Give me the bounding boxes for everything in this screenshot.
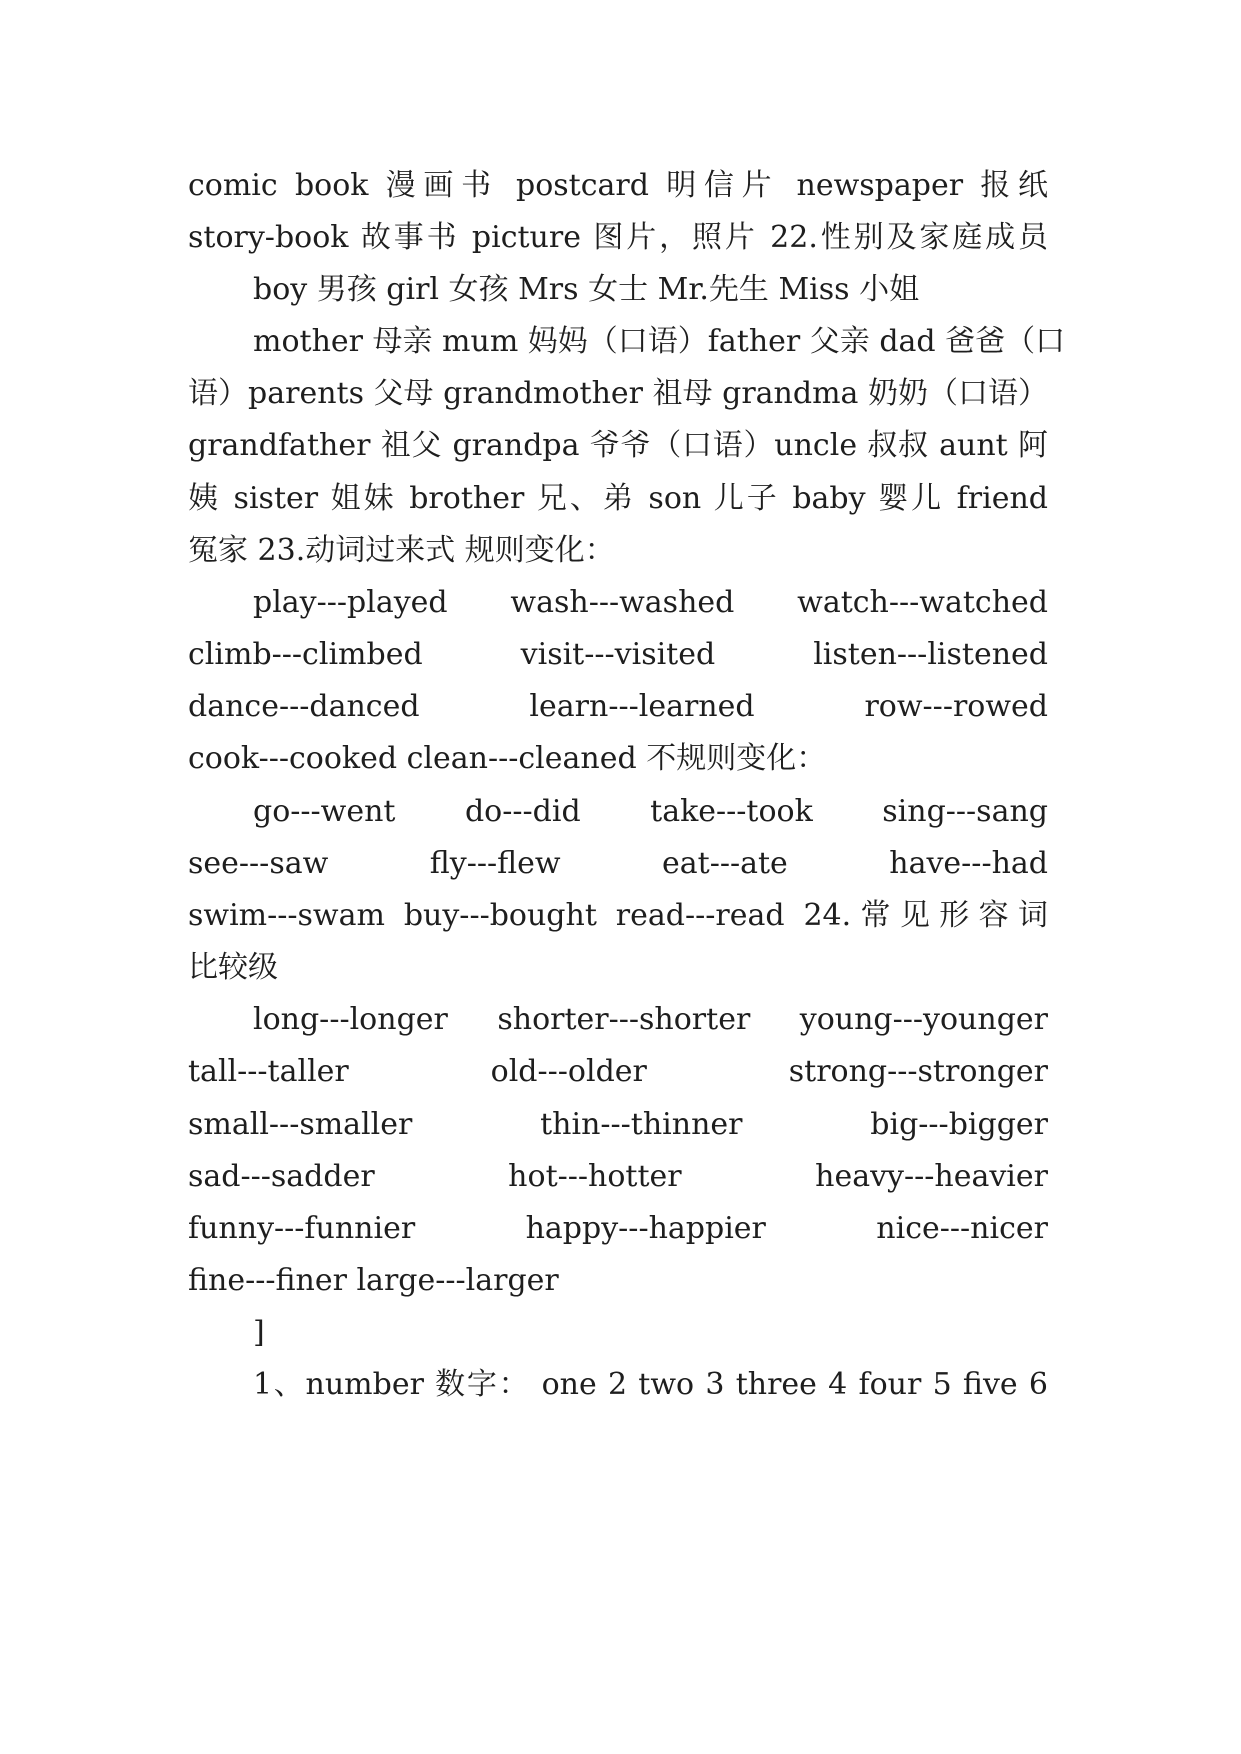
text-line-16: 比较级	[188, 950, 278, 985]
text-line-7: 姨 sister 姐妹 brother 兄、弟 son 儿子 baby 婴儿 friend	[188, 481, 1048, 516]
text-line-4: mother 母亲 mum 妈妈（口语）father 父亲 dad 爸爸（口	[253, 324, 1066, 359]
text-line-14: see---saw fly---flew eat---ate have---had	[188, 846, 1048, 881]
text-line-22: fine---finer large---larger	[188, 1263, 559, 1298]
text-line-23: ]	[253, 1315, 265, 1350]
text-line-20: sad---sadder hot---hotter heavy---heavier	[188, 1159, 1048, 1194]
text-line-12: cook---cooked clean---cleaned 不规则变化：	[188, 741, 827, 776]
text-line-17: long---longer shorter---shorter young---younger	[253, 1002, 1048, 1037]
text-line-19: small---smaller thin---thinner big---bigger	[188, 1107, 1048, 1142]
text-line-15: swim---swam buy---bought read---read 24.常见形容词	[188, 898, 1048, 933]
text-line-5: 语）parents 父母 grandmother 祖母 grandma 奶奶（口语）	[188, 376, 1048, 411]
text-line-9: play---played wash---washed watch---watched	[253, 585, 1048, 620]
text-line-8: 冤家 23.动词过来式 规则变化：	[188, 533, 615, 568]
text-line-3: boy 男孩 girl 女孩 Mrs 女士 Mr.先生 Miss 小姐	[253, 272, 920, 307]
text-line-2: story-book 故事书 picture 图片，照片 22.性别及家庭成员	[188, 220, 1048, 255]
text-line-10: climb---climbed visit---visited listen---listened	[188, 637, 1048, 672]
text-line-18: tall---taller old---older strong---stronger	[188, 1054, 1048, 1089]
text-line-11: dance---danced learn---learned row---rowed	[188, 689, 1048, 724]
text-line-6: grandfather 祖父 grandpa 爷爷（口语）uncle 叔叔 aunt 阿	[188, 428, 1048, 463]
text-line-13: go---went do---did take---took sing---sang	[253, 794, 1048, 829]
text-line-24: 1、number 数字： one 2 two 3 three 4 four 5 five 6	[253, 1367, 1048, 1402]
text-line-1: comic book 漫画书 postcard 明信片 newspaper 报纸	[188, 168, 1048, 203]
text-line-21: funny---funnier happy---happier nice---nicer	[188, 1211, 1048, 1246]
